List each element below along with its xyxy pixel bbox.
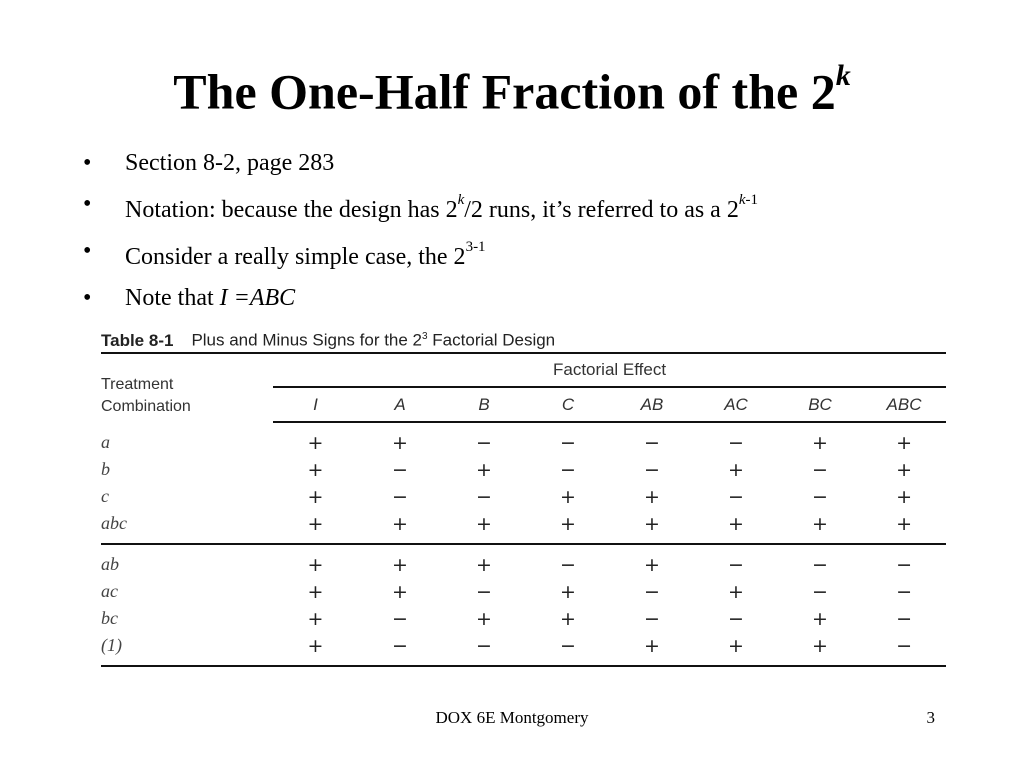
table-caption-number: Table 8-1 — [101, 330, 174, 350]
sign-cell: − — [644, 458, 660, 481]
sign-cell: − — [476, 431, 492, 454]
table-caption — [101, 322, 946, 352]
sign-cell: − — [812, 553, 828, 576]
sign-cell: + — [896, 431, 912, 454]
table-row — [101, 456, 946, 483]
effect-column-header: ABC — [862, 387, 946, 422]
group-header: Factorial Effect — [273, 353, 946, 387]
sign-cell: − — [644, 607, 660, 630]
sign-cell: − — [476, 485, 492, 508]
bullet-marker: • — [83, 285, 92, 311]
bullet-item — [83, 184, 758, 231]
sign-cell: + — [392, 553, 408, 576]
table-row — [101, 422, 946, 456]
bullet-marker: • — [83, 150, 92, 176]
sign-cell: − — [728, 553, 744, 576]
bullet-list — [83, 143, 758, 319]
sign-cell: − — [728, 485, 744, 508]
sign-cell: + — [560, 485, 576, 508]
table-body — [101, 422, 946, 666]
sign-cell: + — [694, 510, 778, 544]
sign-cell: + — [644, 634, 660, 657]
sign-cell: − — [560, 431, 576, 454]
sign-cell: + — [812, 607, 828, 630]
bullet-superscript-k: k — [738, 192, 746, 208]
bullet-superscript-rest: -1 — [745, 192, 759, 208]
bullet-text: /2 runs, it’s referred to as a 2 — [464, 197, 739, 223]
sign-cell: + — [812, 634, 828, 657]
sign-cell: + — [896, 458, 912, 481]
sign-cell: − — [896, 634, 912, 657]
treatment-label: ac — [101, 581, 118, 601]
bullet-text: Section 8-2, page 283 — [125, 150, 335, 176]
table-row — [101, 605, 946, 632]
sign-cell: + — [307, 458, 324, 481]
bullet-superscript — [739, 192, 758, 208]
sign-cell: − — [476, 580, 492, 603]
sign-cell: − — [560, 458, 576, 481]
sign-cell: + — [728, 580, 744, 603]
sign-cell: + — [526, 510, 610, 544]
sign-table-figure — [101, 322, 946, 667]
bullet-text: Consider a really simple case, the 2 — [125, 244, 466, 270]
sign-cell: − — [812, 485, 828, 508]
bullet-item — [83, 278, 758, 319]
bullet-superscript: k — [457, 192, 465, 208]
sign-cell: + — [307, 607, 324, 630]
sign-cell: + — [307, 634, 324, 657]
sign-cell: − — [896, 607, 912, 630]
sign-cell: + — [273, 510, 358, 544]
bullet-text: Notation: because the design has 2 — [125, 197, 458, 223]
sign-cell: − — [392, 485, 408, 508]
treatment-label: (1) — [101, 635, 122, 655]
effect-column-header: C — [526, 387, 610, 422]
footer-text: DOX 6E Montgomery — [435, 708, 589, 727]
sign-cell: + — [442, 510, 526, 544]
treatment-label: bc — [101, 608, 118, 628]
sign-cell: − — [728, 607, 744, 630]
sign-cell: − — [392, 634, 408, 657]
effect-column-header: AB — [610, 387, 694, 422]
sign-cell: − — [392, 458, 408, 481]
sign-cell: − — [392, 607, 408, 630]
sign-cell: + — [644, 553, 660, 576]
bullet-text: Note that — [125, 285, 220, 311]
sign-cell: + — [307, 485, 324, 508]
sign-cell: + — [392, 431, 408, 454]
sign-cell: + — [476, 607, 492, 630]
effect-column-header: B — [442, 387, 526, 422]
sign-cell: + — [560, 580, 576, 603]
slide-title-text: The One-Half Fraction of the 2 — [173, 63, 836, 120]
bullet-marker: • — [83, 238, 92, 264]
bullet-superscript: 3-1 — [465, 239, 486, 255]
sign-cell: + — [307, 431, 324, 454]
effect-column-header: A — [358, 387, 442, 422]
sign-cell: − — [812, 458, 828, 481]
row-header-line: Treatment — [101, 376, 174, 393]
sign-cell: + — [307, 553, 324, 576]
treatment-label: abc — [101, 510, 273, 544]
sign-cell: + — [862, 510, 946, 544]
sign-cell: + — [476, 458, 492, 481]
sign-table — [101, 352, 946, 667]
sign-cell: − — [896, 580, 912, 603]
sign-cell: − — [812, 580, 828, 603]
treatment-label: c — [101, 486, 109, 506]
table-caption-text: Plus and Minus Signs for the 2 — [191, 330, 423, 350]
sign-cell: − — [644, 431, 660, 454]
table-row — [101, 544, 946, 578]
bullet-marker: • — [83, 191, 92, 217]
sign-cell: − — [560, 634, 576, 657]
bullet-item — [83, 143, 758, 184]
treatment-label: ab — [101, 554, 119, 574]
sign-cell: − — [728, 431, 744, 454]
row-header — [101, 353, 273, 422]
effect-column-header: BC — [778, 387, 862, 422]
page-number: 3 — [926, 708, 935, 727]
sign-cell: − — [560, 553, 576, 576]
effect-column-header: AC — [694, 387, 778, 422]
sign-cell: − — [476, 634, 492, 657]
table-row — [101, 578, 946, 605]
sign-cell: + — [476, 553, 492, 576]
bullet-item — [83, 231, 758, 278]
sign-cell: + — [392, 580, 408, 603]
slide-title — [0, 52, 1024, 122]
effect-column-header: I — [273, 387, 358, 422]
slide-title-superscript: k — [835, 59, 851, 92]
sign-cell: + — [812, 431, 828, 454]
treatment-label: a — [101, 431, 110, 452]
row-header-line: Combination — [101, 398, 191, 415]
sign-cell: + — [560, 607, 576, 630]
sign-cell: + — [307, 580, 324, 603]
sign-cell: − — [644, 580, 660, 603]
table-row — [101, 632, 946, 666]
sign-cell: + — [728, 634, 744, 657]
sign-cell: + — [728, 458, 744, 481]
sign-cell: + — [610, 510, 694, 544]
table-row — [101, 483, 946, 510]
table-row — [101, 510, 946, 544]
table-caption-tail: Factorial Design — [427, 330, 556, 350]
treatment-label: b — [101, 459, 110, 479]
sign-cell: + — [644, 485, 660, 508]
sign-cell: + — [778, 510, 862, 544]
sign-cell: − — [896, 553, 912, 576]
table-caption-superscript: 3 — [422, 331, 428, 342]
sign-cell: + — [358, 510, 442, 544]
bullet-italic-text: I =ABC — [219, 285, 296, 311]
sign-cell: + — [896, 485, 912, 508]
